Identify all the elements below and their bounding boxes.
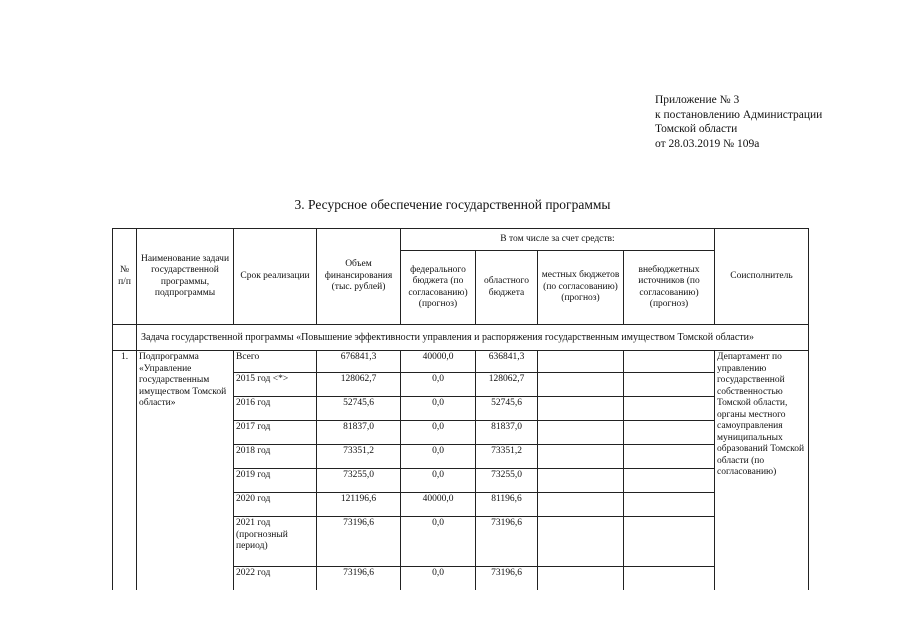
- row-volume: 52745,6: [317, 397, 401, 421]
- row-local: [538, 567, 624, 590]
- row-extra: [624, 517, 715, 567]
- row-volume: 73255,0: [317, 469, 401, 493]
- row-volume: 81837,0: [317, 421, 401, 445]
- header-num: № п/п: [113, 229, 137, 325]
- row-extra: [624, 469, 715, 493]
- row-period: 2019 год: [234, 469, 317, 493]
- header-regional: областного бюджета: [476, 251, 538, 325]
- header-extra: внебюджетных источников (по согласованию) (прогноз): [624, 251, 715, 325]
- row-regional: 81837,0: [476, 421, 538, 445]
- task-row: Задача государственной программы «Повышение эффективности управления и распоряжения государственным имуществом Томской области»: [137, 325, 809, 351]
- header-including: В том числе за счет средств:: [401, 229, 715, 251]
- attachment-line-2: к постановлению Администрации: [655, 108, 823, 121]
- page-title: 3. Ресурсное обеспечение государственной программы: [294, 197, 611, 212]
- row-volume: 73351,2: [317, 445, 401, 469]
- row-regional: 636841,3: [476, 351, 538, 373]
- row-federal: 0,0: [401, 469, 476, 493]
- row-federal: 0,0: [401, 421, 476, 445]
- row-extra: [624, 445, 715, 469]
- row-period: 2015 год <*>: [234, 373, 317, 397]
- row-regional: 81196,6: [476, 493, 538, 517]
- row-federal: 0,0: [401, 517, 476, 567]
- attachment-header: [655, 93, 822, 151]
- row-volume: 121196,6: [317, 493, 401, 517]
- row-extra: [624, 397, 715, 421]
- row-extra: [624, 373, 715, 397]
- subprogram-executor: Департамент по управлению государственной собственностью Томской области, органы местного самоуправления муниципальных образований Томской области (по согласованию): [715, 351, 809, 590]
- row-extra: [624, 493, 715, 517]
- row-federal: 0,0: [401, 445, 476, 469]
- attachment-line-4: от 28.03.2019 № 109а: [655, 137, 760, 150]
- row-local: [538, 351, 624, 373]
- task-row-num: [113, 325, 137, 351]
- row-period: 2018 год: [234, 445, 317, 469]
- subprogram-num: 1.: [113, 351, 137, 590]
- row-local: [538, 445, 624, 469]
- row-regional: 73196,6: [476, 517, 538, 567]
- row-period: Всего: [234, 351, 317, 373]
- row-local: [538, 469, 624, 493]
- row-federal: 0,0: [401, 373, 476, 397]
- row-volume: 73196,6: [317, 567, 401, 590]
- row-federal: 40000,0: [401, 351, 476, 373]
- row-regional: 73351,2: [476, 445, 538, 469]
- row-regional: 128062,7: [476, 373, 538, 397]
- header-local: местных бюджетов (по согласованию) (прогноз): [538, 251, 624, 325]
- row-federal: 0,0: [401, 567, 476, 590]
- row-local: [538, 517, 624, 567]
- attachment-line-3: Томской области: [655, 123, 738, 135]
- row-volume: 128062,7: [317, 373, 401, 397]
- row-period: 2020 год: [234, 493, 317, 517]
- row-period: 2017 год: [234, 421, 317, 445]
- row-period: 2021 год (прогнозный период): [234, 517, 317, 567]
- header-name: Наименование задачи государственной программы, подпрограммы: [137, 229, 234, 325]
- table-row: [113, 351, 809, 373]
- subprogram-name: Подпрограмма «Управление государственным имуществом Томской области»: [137, 351, 234, 590]
- header-volume: Объем финансирования (тыс. рублей): [317, 229, 401, 325]
- header-executor: Соисполнитель: [715, 229, 809, 325]
- row-volume: 676841,3: [317, 351, 401, 373]
- row-regional: 73255,0: [476, 469, 538, 493]
- row-local: [538, 421, 624, 445]
- row-regional: 73196,6: [476, 567, 538, 590]
- header-period: Срок реализации: [234, 229, 317, 325]
- row-local: [538, 493, 624, 517]
- row-period: 2016 год: [234, 397, 317, 421]
- row-extra: [624, 351, 715, 373]
- row-local: [538, 397, 624, 421]
- row-extra: [624, 421, 715, 445]
- header-federal: федерального бюджета (по согласованию) (прогноз): [401, 251, 476, 325]
- attachment-line-1: Приложение № 3: [655, 94, 740, 106]
- row-federal: 40000,0: [401, 493, 476, 517]
- row-period: 2022 год: [234, 567, 317, 590]
- row-extra: [624, 567, 715, 590]
- row-volume: 73196,6: [317, 517, 401, 567]
- row-federal: 0,0: [401, 397, 476, 421]
- resource-table: [112, 228, 809, 590]
- row-local: [538, 373, 624, 397]
- row-regional: 52745,6: [476, 397, 538, 421]
